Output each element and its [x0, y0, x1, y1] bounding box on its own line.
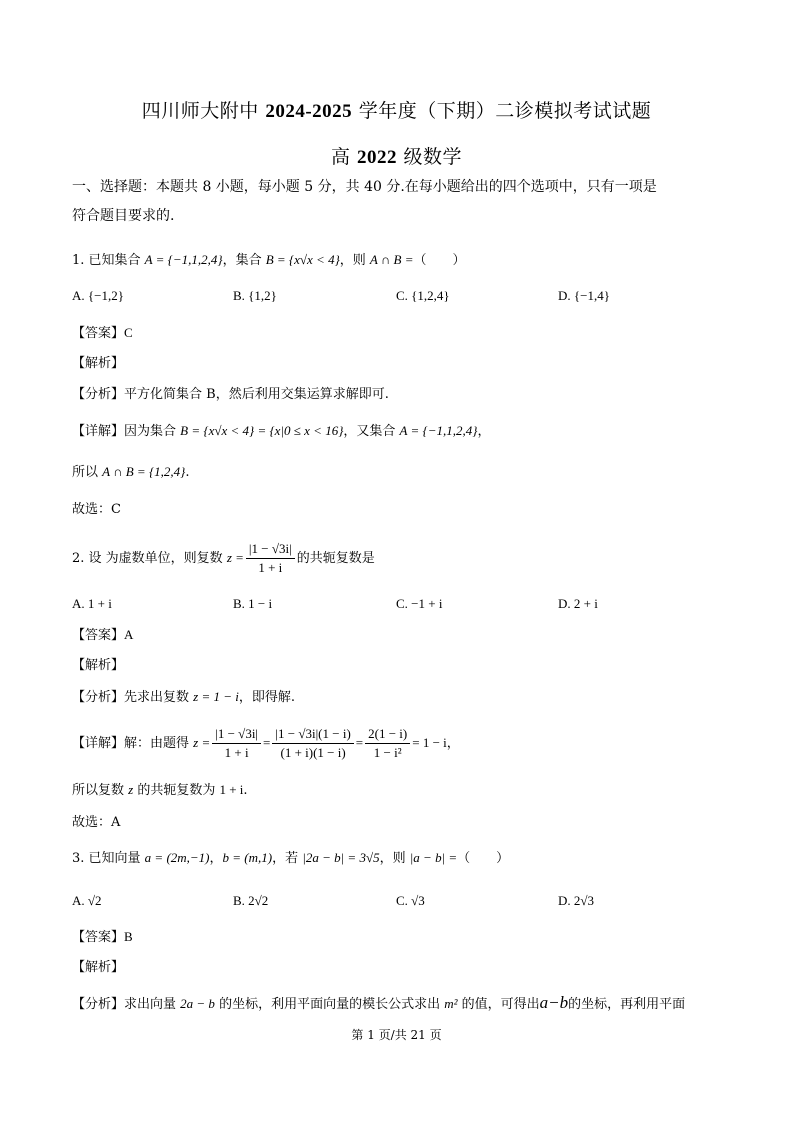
q3-fenxi-m: m²: [444, 996, 458, 1011]
q3-fenxi-b: 的坐标，利用平面向量的模长公式求出: [214, 997, 445, 1012]
q2-jiexi: 【解析】: [72, 658, 125, 673]
q1-stem-c: ，则: [339, 253, 370, 268]
q2-answer: [72, 626, 133, 645]
q2-option-b: B. 1 − i: [233, 596, 273, 611]
q1-option-b: B. {1,2}: [233, 288, 277, 303]
q3-cond: |2a − b| = 3√5: [302, 850, 380, 865]
q2-f1-den: 1 + i: [224, 745, 249, 760]
q1-suoyi-a: 所以: [72, 465, 103, 480]
q2-option-a: A. 1 + i: [72, 596, 112, 611]
q1-option-d: D. {−1,4}: [558, 288, 610, 303]
q2-option-c: C. −1 + i: [396, 596, 443, 611]
question-2-stem: [72, 538, 375, 579]
q2-frac-num: |1 − √3i|: [246, 541, 295, 559]
q3-fenxi: [72, 994, 685, 1014]
q1-jiexi: 【解析】: [72, 356, 125, 371]
q2-xiangjie: 【详解】解：由题得 z = $\frac{|1 - √3i|}{1 + i}$ = $\frac{|1 - √3i|(1 - i)}{(1 + i)(1 - i)}$ = $\frac{2(1 - i)}{\text{1 − i²}}$ = 1 − i，: [72, 726, 460, 760]
q2-f2-den: (1 + i)(1 − i): [280, 745, 346, 760]
q2-suoyi-b: 的共轭复数为: [133, 783, 220, 798]
q3-option-d: D. 2√3: [558, 893, 595, 908]
q1-set-b: B = {x√x < 4}: [265, 252, 340, 267]
q3-ask: |a − b| =: [409, 850, 458, 865]
question-3-stem: [72, 849, 509, 868]
q2-frac-3: [365, 726, 410, 761]
q3-vec-b: b = (m,1): [222, 850, 273, 865]
q2-fenxi-c: ，即得解.: [238, 690, 296, 705]
q1-guxuan: 故选：C: [72, 502, 121, 517]
q2-fenxi-label: 【分析】: [72, 690, 125, 705]
q1-stem-b: ，集合: [222, 253, 266, 268]
q2-f3-den: 1 − i²: [373, 745, 402, 760]
q1-fenxi-label: 【分析】: [72, 387, 125, 402]
q1-fenxi-text: 平方化简集合 B，然后利用交集运算求解即可.: [124, 387, 389, 402]
q2-answer-value: A: [124, 627, 134, 642]
q3-jiexi: 【解析】: [72, 960, 125, 975]
q2-fraction: [246, 541, 295, 576]
q2-f1-num: |1 − √3i|: [212, 726, 261, 744]
q3-stem-a: 3. 已知向量: [72, 851, 145, 866]
q1-xiangjie-e: ，: [477, 424, 491, 439]
q1-answer-value: C: [124, 325, 133, 340]
q2-stem-b: 的共轭复数是: [296, 551, 375, 566]
document-subtitle: [0, 142, 793, 169]
q2-analysis-label: [72, 657, 124, 675]
q3-fenxi-label: 【分析】: [72, 997, 125, 1012]
q3-stem-c: ，若: [272, 851, 303, 866]
q3-answer-value: B: [124, 929, 133, 944]
q3-stem-b: ，: [209, 851, 223, 866]
q1-suoyi-c: .: [185, 465, 190, 480]
q3-answer-label: 【答案】: [72, 930, 125, 945]
q2-suoyi-c: 1 + i: [219, 782, 244, 797]
q2-suoyi-a: 所以复数: [72, 783, 129, 798]
q3-fenxi-vec: 2a − b: [180, 996, 215, 1011]
q3-paren: （ ）: [457, 851, 510, 866]
q1-xiangjie-d: A = {−1,1,2,4}: [399, 423, 478, 438]
q2-fenxi: [72, 688, 295, 707]
q2-guxuan: 故选：A: [72, 815, 121, 830]
q1-xiangjie-label: 【详解】: [72, 424, 125, 439]
q3-option-b: B. 2√2: [233, 893, 269, 908]
q1-expr: A ∩ B =: [369, 252, 414, 267]
q1-suoyi-b: A ∩ B = {1,2,4}: [102, 464, 186, 479]
title-pre: 四川师大附中: [141, 100, 266, 122]
q3-stem-d: ，则: [379, 851, 410, 866]
q1-xiangjie: [72, 422, 490, 441]
q3-answer: [72, 928, 133, 947]
q2-frac-2: [272, 726, 353, 761]
q3-fenxi-c: 的值，可得出: [457, 997, 540, 1012]
q1-fenxi: [72, 386, 389, 404]
q1-option-a: A. {−1,2}: [72, 288, 124, 303]
q2-f3-num: 2(1 − i): [365, 726, 410, 744]
q1-paren: （ ）: [413, 253, 466, 268]
q1-analysis-label: [72, 355, 124, 373]
subtitle-year: 2022: [357, 147, 397, 168]
document-title: [0, 96, 793, 123]
q1-xiangjie-c: ，又集合: [343, 424, 400, 439]
q3-fenxi-a: 求出向量: [124, 997, 181, 1012]
q3-fenxi-vec2: a−b: [539, 993, 569, 1012]
q1-stem-a: 1. 已知集合: [72, 253, 145, 268]
title-years: 2024-2025: [265, 101, 353, 122]
q2-suoyi-z: z: [128, 782, 134, 797]
q1-xiangjie-a: 因为集合: [124, 424, 181, 439]
q2-fenxi-a: 先求出复数: [124, 690, 194, 705]
q2-fenxi-b: z = 1 − i: [193, 689, 239, 704]
q3-vec-a: a = (2m,−1): [144, 850, 210, 865]
q1-option-c: C. {1,2,4}: [396, 288, 450, 303]
subtitle-pre: 高: [330, 146, 357, 168]
q1-xiangjie-b: B = {x√x < 4} = {x|0 ≤ x < 16}: [180, 423, 344, 438]
q3-option-a: A. √2: [72, 893, 102, 908]
q2-frac-den: 1 + i: [258, 560, 283, 575]
q2-xiangjie-label: 【详解】: [72, 736, 125, 751]
title-post: 学年度（下期）二诊模拟考试试题: [352, 100, 652, 122]
section-header-line1: 一、选择题：本题共 8 小题，每小题 5 分，共 40 分.在每小题给出的四个选项中，只有一项是: [72, 179, 657, 195]
q1-set-a: A = {−1,1,2,4}: [144, 252, 223, 267]
q1-suoyi: [72, 463, 190, 482]
question-1-stem: [72, 251, 466, 270]
q3-fenxi-d: 的坐标，再利用平面: [568, 997, 686, 1012]
q2-tail: = 1 − i，: [412, 735, 460, 750]
q1-answer: [72, 324, 133, 343]
q2-answer-label: 【答案】: [72, 628, 125, 643]
q3-analysis-label: [72, 959, 124, 977]
q2-z-eq: z =: [226, 550, 244, 565]
q2-suoyi: [72, 781, 248, 800]
page-footer: 第 1 页/共 21 页: [351, 1028, 442, 1042]
subtitle-post: 级数学: [397, 146, 463, 168]
q2-suoyi-d: .: [243, 783, 248, 798]
q2-xiangjie-a: 解：由题得: [124, 736, 194, 751]
q1-answer-label: 【答案】: [72, 326, 125, 341]
q2-frac-1: [212, 726, 261, 761]
section-header-line2: 符合题目要求的.: [72, 208, 175, 224]
q2-f2-num: |1 − √3i|(1 − i): [272, 726, 353, 744]
q2-stem-a: 2. 设 为虚数单位，则复数: [72, 551, 227, 566]
q3-option-c: C. √3: [396, 893, 425, 908]
q2-option-d: D. 2 + i: [558, 596, 598, 611]
